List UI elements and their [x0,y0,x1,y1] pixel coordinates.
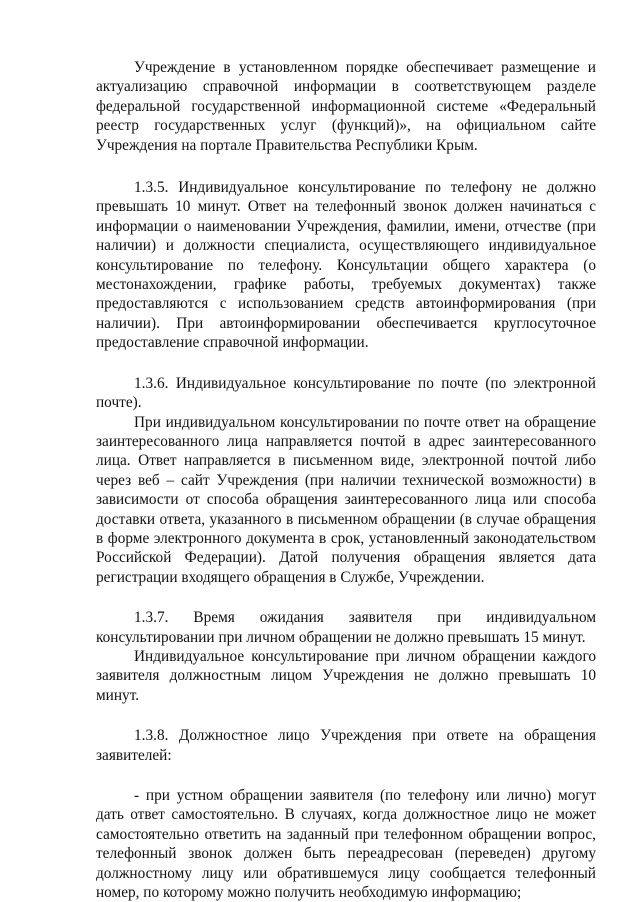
paragraph-mail-answer: При индивидуальном консультировании по почте ответ на обращение заинтересованного лица направляется почтой в адрес заинтересованного лица. Ответ направляется в письменном виде, электронной почтой либо через веб – сайт Учреждения (при наличии технической возможности) в зависимости от способа обращения заинтересованного лица или способа доставки ответа, указанного в письменном обращении (в случае обращения в форме электронного документа в срок, установленный законодательством Российской Федерации). Датой получения обращения является дата регистрации входящего обращения в Службе, Учреждении. [96,413,596,586]
paragraph-1-3-5-phone-consulting: 1.3.5. Индивидуальное консультирование по телефону не должно превышать 10 минут. Ответ на телефонный звонок должен начинаться с информации о наименовании Учреждения, фамилии, имени, отчестве (при наличии) и должности специалиста, осуществляющего индивидуальное консультирование по телефону. Консультации общего характера (о местонахождении, графике работы, требуемых документах) также предоставляются с использованием средств автоинформирования (при наличии). При автоинформировании обеспечивается круглосуточное предоставление справочной информации. [96,179,596,352]
paragraph-oral-request: - при устном обращении заявителя (по телефону или лично) могут дать ответ самостоятельно. В случаях, когда должностное лицо не может самостоятельно ответить на заданный при телефонном обращении вопрос, телефонный звонок должен быть переадресован (переведен) другому должностному лицу или обратившемуся лицу сообщается телефонный номер, по которому можно получить необходимую информацию; [96,787,596,902]
paragraph-info-placement: Учреждение в установленном порядке обеспечивает размещение и актуализацию справочной информации в соответствующем разделе федеральной государственной информационной системе «Федеральный реестр государственных услуг (функций)», на официальном сайте Учреждения на портале Правительства Республики Крым. [96,59,596,154]
paragraph-1-3-7-waiting-time: 1.3.7. Время ожидания заявителя при индивидуальном консультировании при личном обращении не должно превышать 15 минут. [96,609,596,646]
paragraph-1-3-8-official-answer: 1.3.8. Должностное лицо Учреждения при ответе на обращения заявителей: [96,727,596,764]
paragraph-personal-consulting: Индивидуальное консультирование при личном обращении каждого заявителя должностным лицом Учреждения не должно превышать 10 минут. [96,647,596,704]
document-page [96,58,596,902]
paragraph-1-3-6-mail-consulting: 1.3.6. Индивидуальное консультирование по почте (по электронной почте). [96,374,596,412]
